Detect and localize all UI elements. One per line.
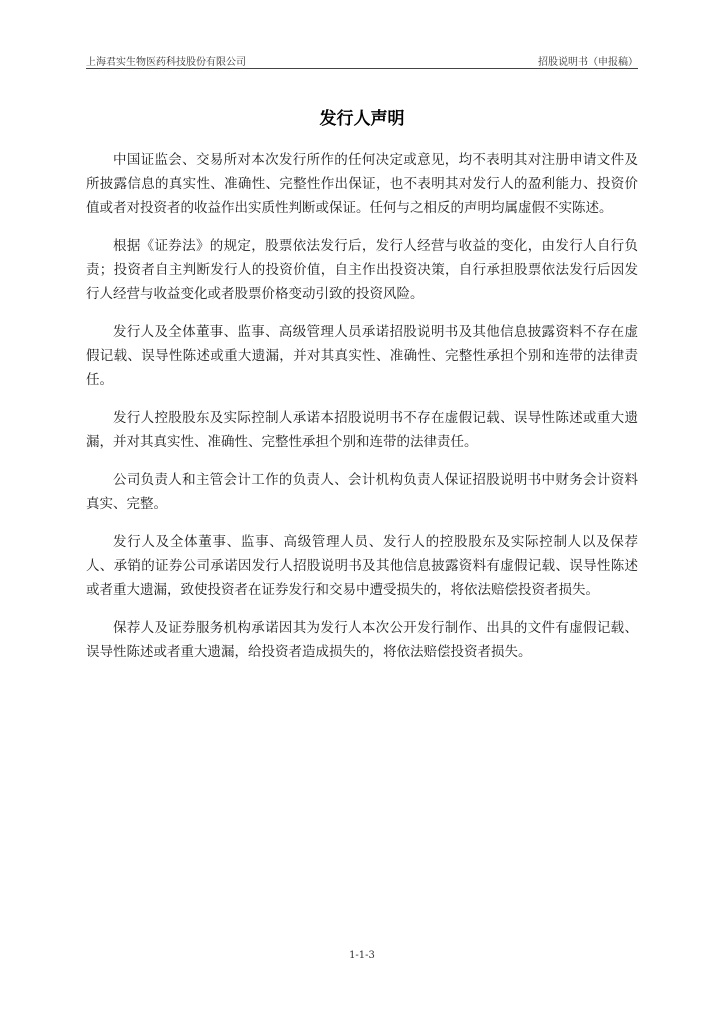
paragraph-5: 公司负责人和主管会计工作的负责人、会计机构负责人保证招股说明书中财务会计资料真实、完整。 bbox=[86, 472, 638, 512]
paragraph-6: 发行人及全体董事、监事、高级管理人员、发行人的控股股东及实际控制人以及保荐人、承销的证券公司承诺因发行人招股说明书及其他信息披露资料有虚假记载、误导性陈述或者重大遗漏，致使投资者在证券发行和交易中遭受损失的，将依法赔偿投资者损失。 bbox=[86, 534, 638, 598]
paragraph-7: 保荐人及证券服务机构承诺因其为发行人本次公开发行制作、出具的文件有虚假记载、误导性陈述或者重大遗漏，给投资者造成损失的，将依法赔偿投资者损失。 bbox=[86, 620, 638, 660]
header-divider bbox=[86, 68, 638, 69]
paragraph-1: 中国证监会、交易所对本次发行所作的任何决定或意见，均不表明其对注册申请文件及所披露信息的真实性、准确性、完整性作出保证，也不表明其对发行人的盈利能力、投资价值或者对投资者的收益作出实质性判断或保证。任何与之相反的声明均属虚假不实陈述。 bbox=[86, 152, 638, 216]
paragraph-4: 发行人控股股东及实际控制人承诺本招股说明书不存在虚假记载、误导性陈述或重大遗漏，并对其真实性、准确性、完整性承担个别和连带的法律责任。 bbox=[86, 410, 638, 450]
header-company-name: 上海君实生物医药科技股份有限公司 bbox=[86, 57, 246, 68]
header-document-type: 招股说明书（申报稿） bbox=[538, 57, 638, 68]
page-header bbox=[86, 50, 638, 68]
declaration-body bbox=[86, 148, 638, 678]
paragraph-3: 发行人及全体董事、监事、高级管理人员承诺招股说明书及其他信息披露资料不存在虚假记载、误导性陈述或重大遗漏，并对其真实性、准确性、完整性承担个别和连带的法律责任。 bbox=[86, 324, 638, 388]
paragraph-2: 根据《证券法》的规定，股票依法发行后，发行人经营与收益的变化，由发行人自行负责；投资者自主判断发行人的投资价值，自主作出投资决策，自行承担股票依法发行后因发行人经营与收益变化或者股票价格变动引致的投资风险。 bbox=[86, 238, 638, 302]
page-title: 发行人声明 bbox=[319, 109, 405, 129]
page-number: 1-1-3 bbox=[349, 950, 375, 961]
